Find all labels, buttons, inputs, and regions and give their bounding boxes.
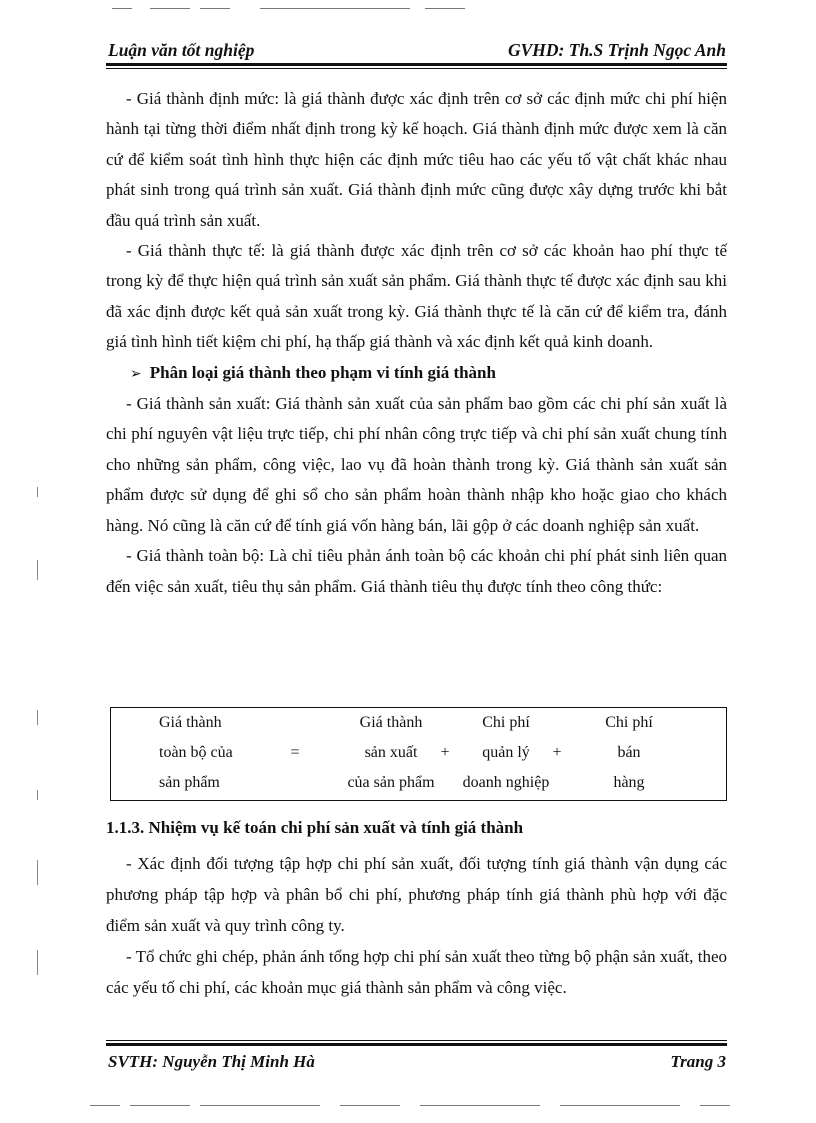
paragraph-san-xuat: - Giá thành sản xuất: Giá thành sản xuất của sản phẩm bao gồm các chi phí sản xuất là chi phí nguyên vật liệu trực tiếp, chi phí nhân công trực tiếp và chi phí sản xuất chung tính cho những sản phẩm, công việc, lao vụ đã hoàn thành trong kỳ. Giá thành sản xuất sản phẩm được sử dụng để ghi sổ cho sản phẩm hoàn thành nhập kho hoặc giao cho khách hàng. Nó cũng là căn cứ để tính giá vốn hàng bán, lãi gộp ở các doanh nghiệp sản xuất. [106,394,727,535]
scan-artifact [150,8,190,9]
paragraph-dinh-muc: - Giá thành định mức: là giá thành được xác định trên cơ sở các định mức chi phí hiện hành tại từng thời điểm nhất định trong kỳ kế hoạch. Giá thành định mức được xem là căn cứ để kiểm soát tình hình thực hiện các định mức tiêu hao các yếu tố vật chất khác nhau phát sinh trong quá trình sản xuất. Giá thành định mức cũng được xây dựng trước khi bắt đầu quá trình sản xuất. [106,89,727,230]
footer-student: SVTH: Nguyễn Thị Minh Hà [108,1052,315,1071]
scan-artifact [260,8,410,9]
scan-artifact [200,1105,320,1106]
formula-term3-line3: doanh nghiệp [462,774,550,791]
formula-term2-line2: sản xuất [364,744,418,761]
scan-artifact [700,1105,730,1106]
bullet-heading-text: Phân loại giá thành theo phạm vi tính giá thành [149,362,496,382]
header-thesis-title: Luận văn tốt nghiệp [108,40,255,60]
page-header [106,40,726,64]
footer-rule-thin [106,1040,727,1041]
scan-artifact [37,560,38,580]
formula-term2-line3: của sản phẩm [347,774,435,791]
formula-term3-line2: quản lý [482,744,530,761]
arrow-bullet-icon: ➢ [130,365,142,382]
formula-plus-2: + [552,744,562,761]
paragraph-thuc-te: - Giá thành thực tế: là giá thành được xác định trên cơ sở các khoản hao phí thực tế trong kỳ để thực hiện quá trình sản xuất sản phẩm. Giá thành thực tế được xác định sau khi đã xác định được kết quả sản xuất trong kỳ. Giá thành thực tế là căn cứ để kiểm tra, đánh giá tình hình tiết kiệm chi phí, hạ thấp giá thành và xác định kết quả kinh doanh. [106,241,727,352]
scan-artifact [560,1105,680,1106]
formula-term4-line2: bán [617,744,641,761]
page-footer [106,1052,726,1076]
formula-term4-line1: Chi phí [605,714,653,731]
formula-equals: = [290,744,300,761]
scan-artifact [200,8,230,9]
section-heading: 1.1.3. Nhiệm vụ kế toán chi phí sản xuất và tính giá thành [106,818,524,837]
scan-artifact [420,1105,540,1106]
formula-box [110,707,727,801]
scan-artifact [37,950,38,975]
paragraph-xac-dinh: - Xác định đối tượng tập hợp chi phí sản xuất, đối tượng tính giá thành vận dụng các phương pháp tập hợp và phân bổ chi phí, phương pháp tính giá thành phù hợp với đặc điểm sản xuất và quy trình công ty. [106,854,727,935]
header-advisor: GVHD: Th.S Trịnh Ngọc Anh [508,40,726,60]
scan-artifact [37,710,38,725]
bullet-heading [106,358,727,389]
paragraph-toan-bo: - Giá thành toàn bộ: Là chỉ tiêu phản ánh toàn bộ các khoản chi phí phát sinh liên quan đến việc sản xuất, tiêu thụ sản phẩm. Giá thành tiêu thụ được tính theo công thức: [106,546,727,596]
page-number: Trang 3 [670,1052,726,1071]
formula-term1-line3: sản phẩm [159,774,220,791]
scan-artifact [425,8,465,9]
footer-rule-thick [106,1043,727,1046]
scan-artifact [90,1105,120,1106]
scan-artifact [112,8,132,9]
scan-artifact [37,487,38,497]
scan-artifact [340,1105,400,1106]
scan-artifact [37,790,38,800]
header-rule-thick [106,63,727,66]
scan-artifact [37,860,38,885]
header-rule-thin [106,68,727,69]
formula-term2-line1: Giá thành [359,714,423,731]
body-text [106,84,727,602]
section-body-text [106,848,727,1003]
formula-term4-line3: hàng [613,774,645,791]
paragraph-to-chuc: - Tổ chức ghi chép, phản ánh tổng hợp chi phí sản xuất theo từng bộ phận sản xuất, theo các yếu tố chi phí, các khoản mục giá thành sản phẩm và công việc. [106,947,727,997]
formula-term1-line2: toàn bộ của [159,744,233,761]
formula-plus-1: + [440,744,450,761]
formula-term1-line1: Giá thành [159,714,222,731]
scan-artifact [130,1105,190,1106]
formula-term3-line1: Chi phí [482,714,530,731]
